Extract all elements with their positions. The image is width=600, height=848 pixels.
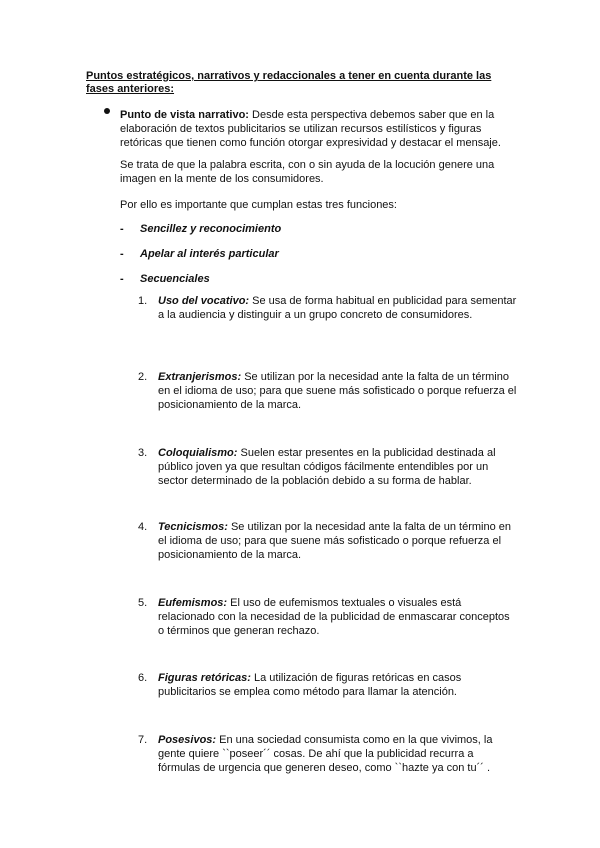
item-number: 1. <box>138 295 148 307</box>
item-title: Uso del vocativo: <box>158 295 250 307</box>
item-title: Posesivos: <box>158 734 217 746</box>
section-heading: Puntos estratégicos, narrativos y redaccionales a tener en cuenta durante las fases anteriores: <box>86 70 492 95</box>
bullet-paragraph <box>120 108 520 150</box>
item-number: 2. <box>138 371 148 383</box>
item-number: 4. <box>138 521 148 533</box>
function-label: Sencillez y reconocimiento <box>140 223 282 235</box>
item-text: Se utilizan por la necesidad ante la falta de un término en el idioma de uso; para que suene más sofisticado o porque refuerza el posicionamiento de la marca. <box>158 371 517 411</box>
item-title: Figuras retóricas: <box>158 672 251 684</box>
paragraph: Por ello es importante que cumplan estas tres funciones: <box>120 199 397 211</box>
bullet-dot-icon <box>104 108 110 114</box>
item-number: 3. <box>138 447 148 459</box>
item-number: 5. <box>138 597 148 609</box>
item-text: Suelen estar presentes en la publicidad destinada al público joven ya que resultan códigos fácilmente entendibles por un sector determinado de la población debido a su forma de hablar. <box>158 447 496 487</box>
item-text: Se usa de forma habitual en publicidad para sementar a la audiencia y distinguir a un grupo concreto de consumidores. <box>158 295 517 321</box>
item-title: Extranjerismos: <box>158 371 242 383</box>
function-label: Apelar al interés particular <box>140 248 279 260</box>
item-title: Eufemismos: <box>158 597 228 609</box>
bullet-text: Desde esta perspectiva debemos saber que en la elaboración de textos publicitarios se utilizan recursos estilísticos y figuras retóricas que tienen como función otorgar expresividad y destacar el mensaje. <box>120 109 501 149</box>
item-text: En una sociedad consumista como en la que vivimos, la gente quiere ``poseer´´ cosas. De ahí que la publicidad recurra a fórmulas de urgencia que generen deseo, como ``hazte ya con tu´´ . <box>158 734 493 774</box>
item-title: Coloquialismo: <box>158 447 238 459</box>
item-number: 7. <box>138 734 148 746</box>
item-text: La utilización de figuras retóricas en casos publicitarios se emplea como método para llamar la atención. <box>158 672 462 698</box>
dash-marker: - <box>120 273 124 285</box>
bullet-label: Punto de vista narrativo: <box>120 109 249 121</box>
paragraph: Se trata de que la palabra escrita, con o sin ayuda de la locución genere una imagen en la mente de los consumidores. <box>120 159 495 185</box>
dash-marker: - <box>120 223 124 235</box>
item-text: Se utilizan por la necesidad ante la falta de un término en el idioma de uso; para que suene más sofisticado o porque refuerza el posicionamiento de la marca. <box>158 521 512 561</box>
function-label: Secuenciales <box>140 273 210 285</box>
item-number: 6. <box>138 672 148 684</box>
item-title: Tecnicismos: <box>158 521 228 533</box>
item-text: El uso de eufemismos textuales o visuales está relacionado con la necesidad de la publicidad de enmascarar conceptos o términos que generan rechazo. <box>158 597 510 637</box>
dash-marker: - <box>120 248 124 260</box>
